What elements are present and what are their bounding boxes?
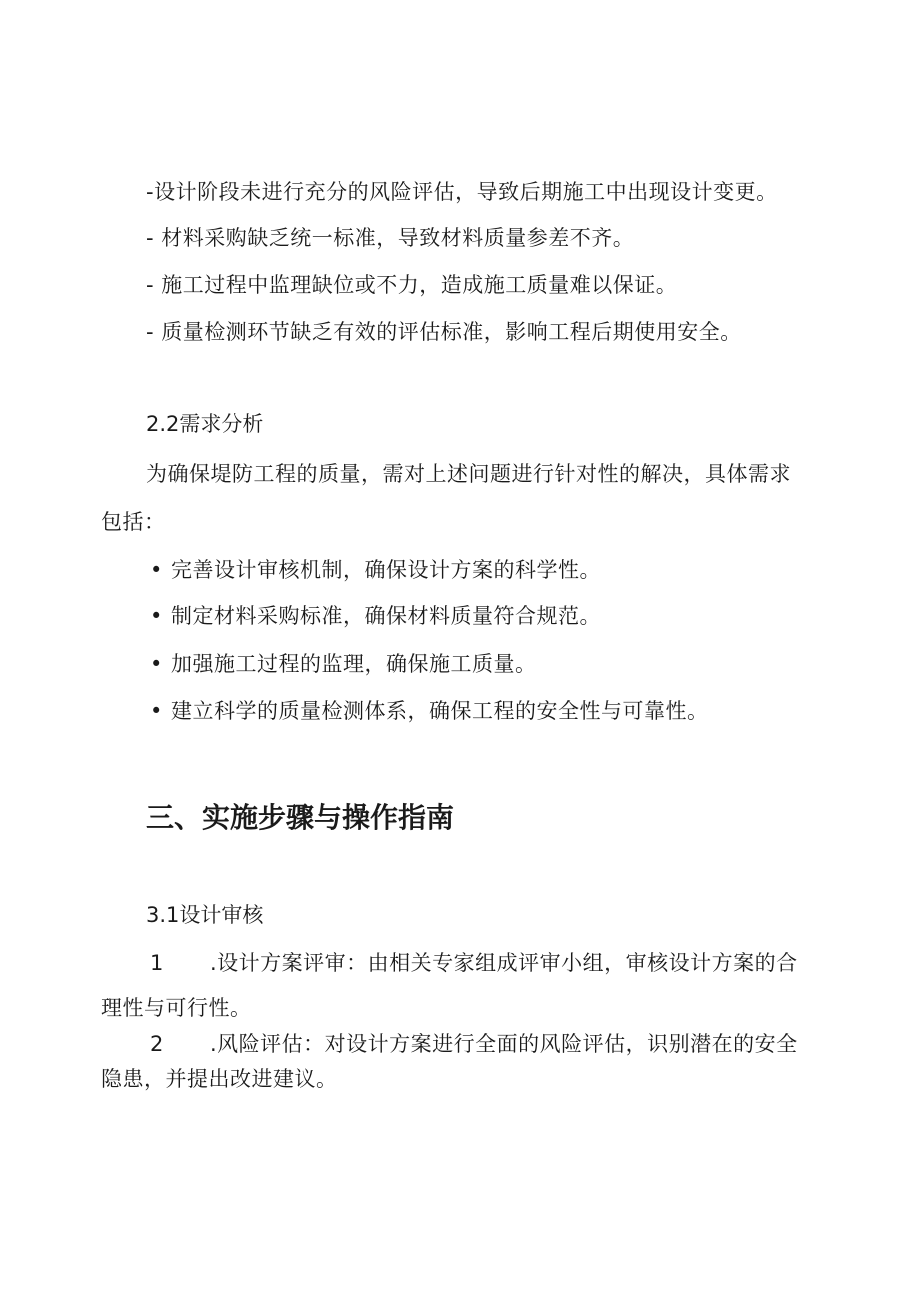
requirement-item: 建立科学的质量检测体系，确保工程的安全性与可靠性。 (171, 699, 709, 723)
issue-item: - 质量检测环节缺乏有效的评估标准，影响工程后期使用安全。 (146, 320, 742, 344)
bullet-icon: • (150, 558, 163, 582)
step-number: 2 (150, 1032, 164, 1056)
section-2-2-intro: 为确保堤防工程的质量，需对上述问题进行针对性的解决，具体需求 (146, 462, 791, 486)
requirement-item: 加强施工过程的监理，确保施工质量。 (171, 652, 537, 676)
step-text-cont: 理性与可行性。 (101, 996, 252, 1020)
step-text: .风险评估：对设计方案进行全面的风险评估，识别潜在的安全 (210, 1032, 798, 1056)
step-number: 1 (150, 951, 164, 975)
section-2-2-heading: 2.2需求分析 (146, 412, 264, 436)
requirement-item: 制定材料采购标准，确保材料质量符合规范。 (171, 604, 601, 628)
section-2-2-intro-cont: 包括： (101, 510, 166, 534)
issue-item: - 施工过程中监理缺位或不力，造成施工质量难以保证。 (146, 273, 678, 297)
issue-item: - 材料采购缺乏统一标准，导致材料质量参差不齐。 (146, 226, 635, 250)
section-3-heading: 三、实施步骤与操作指南 (146, 801, 455, 834)
section-3-1-heading: 3.1设计审核 (146, 903, 264, 927)
requirement-item: 完善设计审核机制，确保设计方案的科学性。 (171, 558, 601, 582)
step-text-cont: 隐患，并提出改进建议。 (101, 1067, 338, 1091)
step-text: .设计方案评审：由相关专家组成评审小组，审核设计方案的合 (210, 951, 798, 975)
bullet-icon: • (150, 652, 163, 676)
issue-item: -设计阶段未进行充分的风险评估，导致后期施工中出现设计变更。 (146, 180, 778, 204)
bullet-icon: • (150, 699, 163, 723)
bullet-icon: • (150, 604, 163, 628)
